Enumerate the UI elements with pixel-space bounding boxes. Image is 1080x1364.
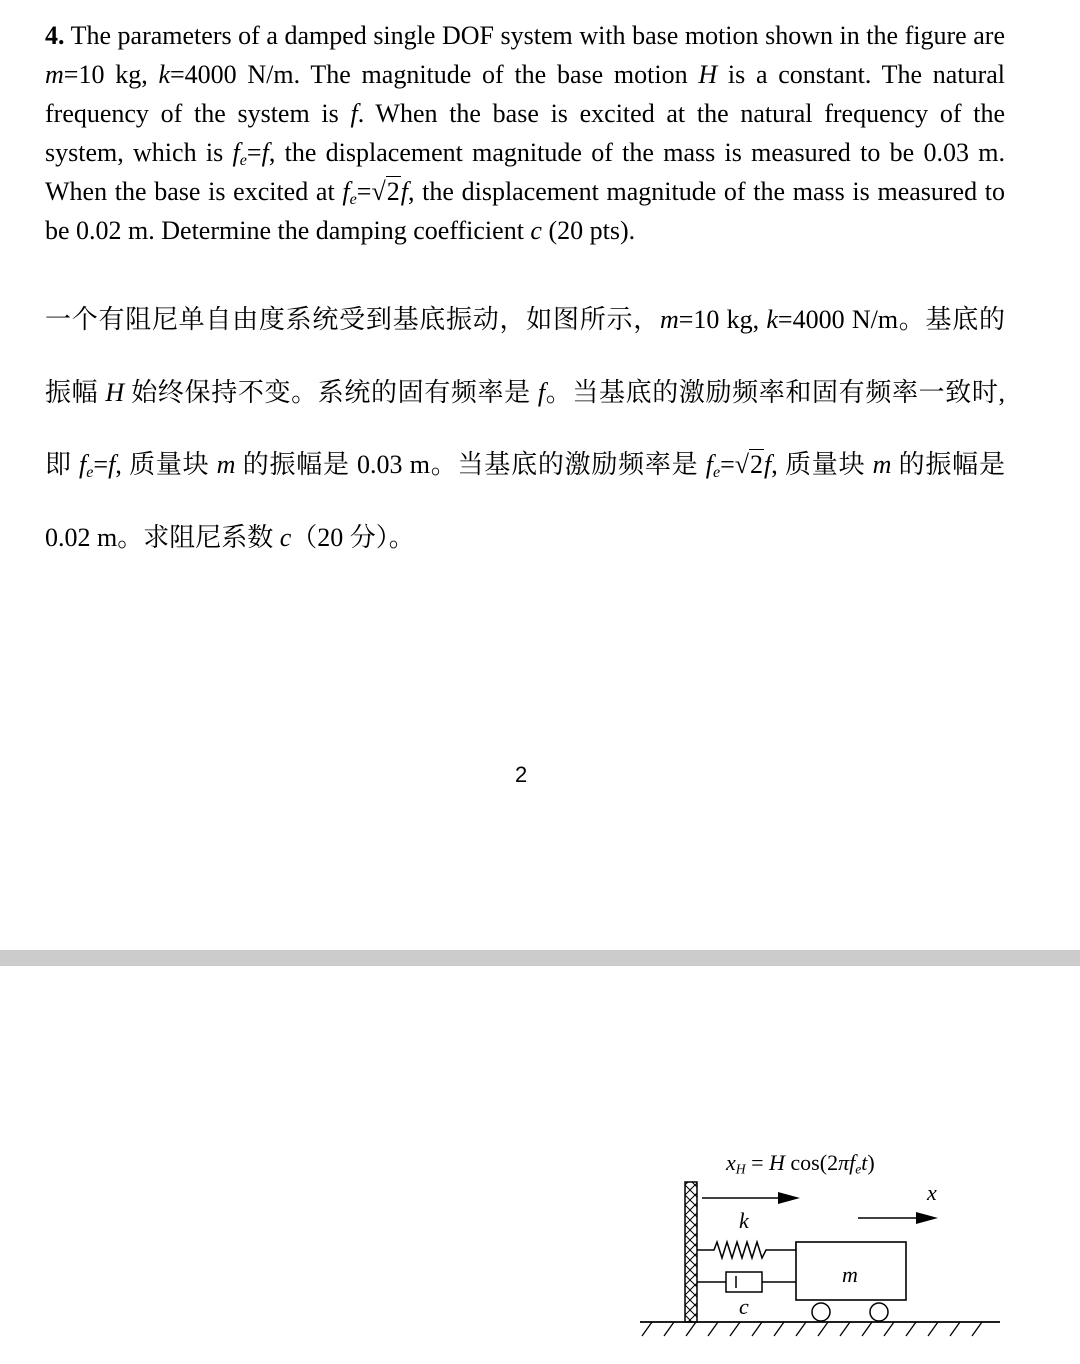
- problem-chinese: [45, 284, 1005, 574]
- sqrt-sign: √: [371, 177, 386, 206]
- base-motion-arrowhead: [778, 1192, 800, 1204]
- symbol-f: f: [537, 377, 546, 407]
- page-number: 2: [515, 762, 528, 787]
- symbol-f: f: [400, 177, 408, 206]
- symbol-c: c: [279, 522, 292, 552]
- symbol-H: H: [698, 60, 718, 89]
- subscript-e: e: [239, 152, 247, 170]
- symbol-f: f: [79, 450, 87, 479]
- sqrt-argument: 2: [386, 177, 400, 206]
- en-text: , the displacement magnitude of the mass is measured to be 0.03 m. When the base is excited at: [45, 138, 1005, 206]
- subscript-e: e: [349, 191, 357, 209]
- formula-x: x: [726, 1150, 736, 1175]
- formula-pi: π: [838, 1150, 850, 1175]
- damper: [697, 1272, 796, 1292]
- base-motion-formula: [726, 1150, 875, 1177]
- k-label: k: [739, 1208, 749, 1233]
- formula-cos: cos(2: [784, 1150, 839, 1175]
- symbol-f: f: [705, 450, 713, 479]
- wheel-left: [812, 1303, 830, 1321]
- zh-text: , 质量块: [115, 450, 217, 479]
- zh-text: =4000 N/m。基底的振幅: [45, 305, 1005, 407]
- zh-text: 的振幅是 0.03 m。当基底的激励频率是: [235, 450, 706, 479]
- equals-sign: =: [246, 138, 262, 167]
- c-label: c: [739, 1294, 749, 1319]
- equals-sign: =: [356, 177, 372, 206]
- symbol-H: H: [105, 377, 125, 407]
- symbol-f: f: [350, 99, 358, 128]
- zh-text: （20 分）。: [291, 522, 415, 552]
- symbol-c: c: [530, 216, 542, 245]
- problem-english: [45, 16, 1005, 250]
- wheel-right: [870, 1303, 888, 1321]
- symbol-m: m: [45, 60, 64, 89]
- x-label: x: [927, 1180, 937, 1205]
- symbol-m: m: [659, 305, 679, 334]
- symbol-f: f: [108, 450, 116, 479]
- zh-text: 始终保持不变。系统的固有频率是: [124, 377, 538, 407]
- subscript-e: e: [712, 464, 721, 482]
- symbol-f: f: [232, 138, 240, 167]
- en-text: =4000 N/m. The magnitude of the base motion: [169, 60, 699, 89]
- equals-sign: =: [720, 450, 735, 479]
- subscript-e: e: [86, 464, 94, 482]
- equals-sign: =: [93, 450, 109, 479]
- symbol-m: m: [872, 450, 892, 479]
- base-motion-figure: [630, 1140, 1010, 1350]
- symbol-k: k: [158, 60, 170, 89]
- page-separator: [0, 950, 1080, 966]
- en-text: is a constant. The natural frequency of the system is: [45, 60, 1005, 128]
- sqrt-2: [735, 449, 764, 479]
- zh-text: , 质量块: [771, 450, 873, 479]
- formula-subscript-H: H: [735, 1161, 746, 1177]
- formula-t: t: [861, 1150, 868, 1175]
- symbol-f: f: [261, 138, 269, 167]
- m-label: m: [842, 1262, 858, 1287]
- symbol-f: f: [342, 177, 350, 206]
- en-text: (20 pts).: [541, 216, 636, 245]
- en-text: . When the base is excited at the natural frequency of the system, which is: [45, 99, 1005, 167]
- symbol-f: f: [764, 450, 772, 479]
- sqrt-2: [371, 176, 400, 206]
- en-text: =10 kg,: [63, 60, 159, 89]
- sqrt-sign: √: [734, 450, 750, 479]
- sqrt-argument: 2: [750, 450, 764, 479]
- problem-number: 4.: [45, 21, 65, 50]
- formula-close-paren: ): [867, 1150, 875, 1175]
- symbol-m: m: [216, 450, 236, 479]
- en-text: , the displacement magnitude of the mass is measured to be 0.02 m. Determine the damping coefficient: [45, 177, 1006, 245]
- zh-text: 的振幅是 0.02 m。求阻尼系数: [45, 450, 1005, 552]
- zh-text: =10 kg,: [678, 305, 767, 334]
- symbol-k: k: [766, 305, 778, 334]
- formula-equals: =: [745, 1150, 770, 1175]
- formula-subscript-e: e: [855, 1161, 862, 1177]
- x-arrowhead: [916, 1212, 938, 1224]
- ground-hatch: [642, 1322, 982, 1336]
- spring: [697, 1242, 796, 1258]
- zh-text: 。当基底的激励频率和固有频率一致时,即: [45, 377, 1005, 479]
- zh-text: 一个有阻尼单自由度系统受到基底振动，如图所示，: [45, 305, 660, 334]
- formula-f: f: [849, 1150, 856, 1175]
- formula-H: H: [769, 1150, 785, 1175]
- base-wall: [685, 1182, 697, 1322]
- en-text: The parameters of a damped single DOF system with base motion shown in the figure are: [64, 21, 1005, 50]
